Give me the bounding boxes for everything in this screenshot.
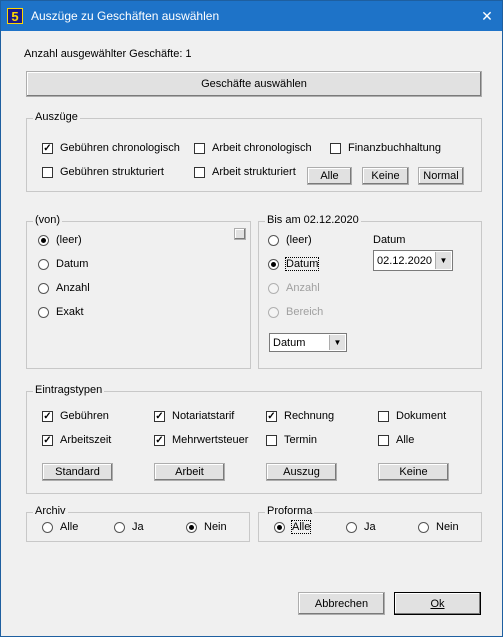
checkbox-label: Notariatstarif xyxy=(172,410,235,422)
checkbox-box[interactable]: ✓ xyxy=(155,434,164,446)
extract-button[interactable]: Auszug xyxy=(266,463,337,481)
radio-label: Exakt xyxy=(56,306,84,318)
checkbox-label: Mehrwertsteuer xyxy=(172,434,249,446)
radio-label: Nein xyxy=(204,521,227,533)
chevron-down-icon[interactable]: ▼ xyxy=(435,252,451,269)
radio-circle[interactable] xyxy=(186,522,197,533)
checkbox-finanzbuchhaltung[interactable] xyxy=(330,142,441,154)
checkbox-label: Arbeit strukturiert xyxy=(212,166,296,178)
radio-circle[interactable] xyxy=(418,522,429,533)
bis-date-label: Datum xyxy=(373,234,406,246)
checkbox-box[interactable] xyxy=(378,435,389,446)
checkbox-box[interactable]: ✓ xyxy=(43,142,52,154)
checkbox-box[interactable] xyxy=(330,143,341,154)
title-bar[interactable] xyxy=(1,1,502,31)
checkbox-label: Finanzbuchhaltung xyxy=(348,142,441,154)
bis-date-value: 02.12.2020 xyxy=(377,254,433,267)
checkbox-box[interactable]: ✓ xyxy=(267,410,276,422)
radio-bis-leer[interactable] xyxy=(268,234,312,246)
checkbox-notariatstarif[interactable] xyxy=(154,410,234,422)
checkbox-arbeit-chronologisch[interactable] xyxy=(194,142,312,154)
radio-label: Datum xyxy=(56,258,89,270)
radio-circle[interactable] xyxy=(38,259,49,270)
bis-mode-select[interactable] xyxy=(269,333,347,352)
checkbox-label: Alle xyxy=(396,434,415,446)
cancel-button[interactable]: Abbrechen xyxy=(298,592,385,615)
radio-von-leer[interactable] xyxy=(38,234,82,246)
auszuege-normal-button[interactable]: Normal xyxy=(418,167,464,185)
checkbox-box[interactable]: ✓ xyxy=(155,410,164,422)
eintragstypen-none-button[interactable]: Keine xyxy=(378,463,449,481)
checkbox-termin[interactable] xyxy=(266,434,317,446)
radio-von-datum[interactable] xyxy=(38,258,88,270)
checkbox-gebuehren-strukturiert[interactable] xyxy=(42,166,164,178)
checkbox-label: Termin xyxy=(284,434,318,446)
von-small-button[interactable] xyxy=(234,228,246,240)
radio-label: Anzahl xyxy=(286,282,320,294)
radio-proforma-alle[interactable] xyxy=(274,521,310,533)
radio-bis-datum[interactable] xyxy=(268,258,318,270)
radio-label: Bereich xyxy=(286,306,324,318)
auszuege-none-button[interactable]: Keine xyxy=(362,167,409,185)
radio-archiv-ja[interactable] xyxy=(114,521,144,533)
archiv-group-label: Archiv xyxy=(35,505,66,517)
close-icon[interactable]: ✕ xyxy=(481,8,493,24)
checkbox-mehrwertsteuer[interactable] xyxy=(154,434,248,446)
checkbox-label: Gebühren xyxy=(60,410,109,422)
checkbox-box[interactable] xyxy=(194,167,205,178)
radio-label: Datum xyxy=(286,258,319,270)
radio-proforma-nein[interactable] xyxy=(418,521,459,533)
checkbox-arbeit-strukturiert[interactable] xyxy=(194,166,296,178)
checkbox-box[interactable] xyxy=(42,167,53,178)
radio-von-exakt[interactable] xyxy=(38,306,84,318)
radio-circle[interactable] xyxy=(274,522,285,533)
radio-circle[interactable] xyxy=(346,522,357,533)
standard-button[interactable]: Standard xyxy=(42,463,113,481)
proforma-group-label: Proforma xyxy=(267,505,313,517)
eintragstypen-group-label: Eintragstypen xyxy=(35,384,103,396)
bis-mode-value: Datum xyxy=(273,336,306,349)
chevron-down-icon[interactable]: ▼ xyxy=(329,335,345,350)
checkbox-label: Rechnung xyxy=(284,410,335,422)
radio-bis-bereich xyxy=(268,306,323,318)
bis-date-select[interactable] xyxy=(373,250,453,271)
radio-proforma-ja[interactable] xyxy=(346,521,376,533)
radio-label: (leer) xyxy=(56,234,82,246)
selected-count-label: Anzahl ausgewählter Geschäfte: 1 xyxy=(24,48,192,60)
checkbox-gebuehren[interactable] xyxy=(42,410,109,422)
radio-circle[interactable] xyxy=(114,522,125,533)
auszuege-group xyxy=(26,111,482,192)
radio-archiv-nein[interactable] xyxy=(186,521,227,533)
checkbox-box[interactable] xyxy=(194,143,205,154)
auszuege-group-label: Auszüge xyxy=(35,111,78,123)
radio-label: Anzahl xyxy=(56,282,90,294)
window-title: Auszüge zu Geschäften auswählen xyxy=(31,9,220,23)
radio-bis-anzahl xyxy=(268,282,320,294)
work-button[interactable]: Arbeit xyxy=(154,463,225,481)
radio-label: Alle xyxy=(292,521,311,533)
checkbox-label: Arbeit chronologisch xyxy=(212,142,312,154)
radio-von-anzahl[interactable] xyxy=(38,282,90,294)
radio-label: Alle xyxy=(60,521,79,533)
radio-circle xyxy=(268,307,279,318)
checkbox-alle[interactable] xyxy=(378,434,414,446)
checkbox-box[interactable]: ✓ xyxy=(43,410,52,422)
checkbox-rechnung[interactable] xyxy=(266,410,334,422)
checkbox-label: Arbeitszeit xyxy=(60,434,112,446)
checkbox-box[interactable]: ✓ xyxy=(43,434,52,446)
radio-circle[interactable] xyxy=(38,283,49,294)
radio-archiv-alle[interactable] xyxy=(42,521,78,533)
radio-circle[interactable] xyxy=(38,235,49,246)
checkbox-box[interactable] xyxy=(266,435,277,446)
app-icon: 5 xyxy=(7,8,23,24)
radio-label: Ja xyxy=(132,521,144,533)
bis-group-label: Bis am 02.12.2020 xyxy=(267,214,359,226)
checkbox-label: Dokument xyxy=(396,410,447,422)
radio-circle[interactable] xyxy=(268,235,279,246)
checkbox-label: Gebühren strukturiert xyxy=(60,166,164,178)
checkbox-gebuehren-chronologisch[interactable] xyxy=(42,142,180,154)
radio-circle[interactable] xyxy=(38,307,49,318)
radio-circle[interactable] xyxy=(268,259,279,270)
select-business-button[interactable]: Geschäfte auswählen xyxy=(26,71,482,97)
checkbox-label: Gebühren chronologisch xyxy=(60,142,180,154)
radio-label: (leer) xyxy=(286,234,312,246)
checkbox-box[interactable] xyxy=(378,411,389,422)
radio-circle xyxy=(268,283,279,294)
checkbox-dokument[interactable] xyxy=(378,410,446,422)
radio-circle[interactable] xyxy=(42,522,53,533)
auszuege-all-button[interactable]: Alle xyxy=(307,167,352,185)
ok-button[interactable]: Ok xyxy=(394,592,481,615)
radio-label: Ja xyxy=(364,521,376,533)
von-group-label: (von) xyxy=(35,214,61,226)
checkbox-arbeitszeit[interactable] xyxy=(42,434,111,446)
radio-label: Nein xyxy=(436,521,459,533)
